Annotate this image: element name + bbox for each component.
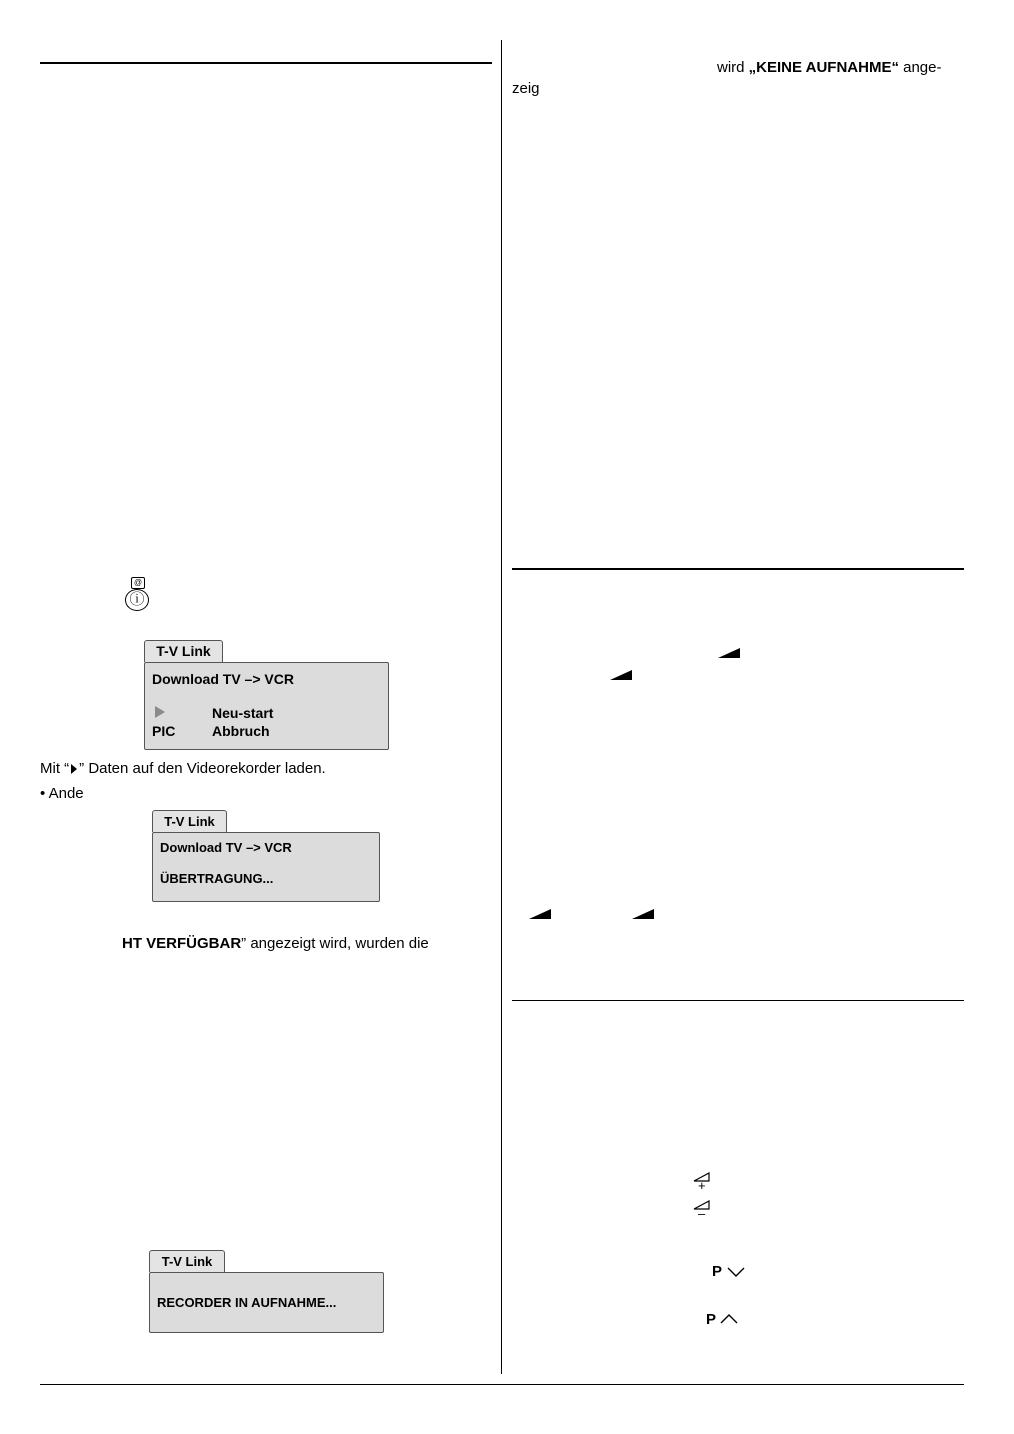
volume-wedge-icon (529, 909, 551, 919)
volume-wedge-icon (718, 648, 740, 658)
volume-up-icon (693, 1172, 711, 1194)
menu3-tab: T-V Link (149, 1250, 225, 1272)
info-icon-top-key: @ (131, 577, 145, 589)
program-up-letter: P (706, 1311, 717, 1328)
volume-wedge-icon (610, 670, 632, 680)
volume-down-sign: – (698, 1206, 706, 1221)
right-section-rule-2 (512, 1000, 964, 1001)
menu1-option2-key: PIC (152, 723, 176, 739)
not-available-rest: ” angezeigt wird, wurden die (241, 935, 429, 952)
instruction-prefix: Mit “ (40, 760, 70, 777)
menu1-title: Download TV –> VCR (152, 671, 294, 687)
no-recording-bold: „KEINE AUFNAHME“ (748, 59, 899, 76)
menu2-status: ÜBERTRAGUNG... (160, 871, 274, 886)
menu1-option1-label: Neu-start (212, 705, 274, 721)
menu3-status: RECORDER IN AUFNAHME... (157, 1295, 337, 1310)
info-icon-circle: ⓘ (125, 589, 149, 611)
info-button-icon (125, 577, 151, 611)
volume-up-sign: + (698, 1178, 706, 1193)
menu1-option2-label: Abbruch (212, 723, 270, 739)
volume-wedge-icon (632, 909, 654, 919)
download-instruction (40, 760, 326, 778)
menu1-tab: T-V Link (144, 640, 223, 662)
instruction-suffix: ” Daten auf den Videorekorder laden. (79, 760, 326, 777)
menu2-title: Download TV –> VCR (160, 840, 292, 855)
bullet-text: • Ande (40, 785, 84, 802)
left-top-rule (40, 62, 492, 64)
play-triangle-icon (155, 706, 165, 718)
chevron-down-icon (727, 1266, 745, 1278)
no-recording-post: ange- (898, 59, 942, 76)
no-recording-line2: zeig (512, 80, 540, 97)
footer-rule (40, 1384, 964, 1385)
play-arrow-icon (71, 764, 77, 774)
menu2-panel (152, 832, 380, 902)
menu2-tab: T-V Link (152, 810, 227, 832)
not-available-bold: HT VERFÜGBAR (122, 935, 242, 952)
not-available-text (122, 935, 429, 953)
program-down-letter: P (712, 1263, 723, 1280)
no-recording-pre: wird (717, 59, 749, 76)
menu1-panel (144, 662, 389, 750)
menu3-panel (149, 1272, 384, 1333)
chevron-up-icon (720, 1313, 738, 1325)
no-recording-line (717, 59, 942, 77)
volume-down-icon (693, 1200, 711, 1222)
column-divider (501, 40, 502, 1374)
right-section-rule-1 (512, 568, 964, 570)
